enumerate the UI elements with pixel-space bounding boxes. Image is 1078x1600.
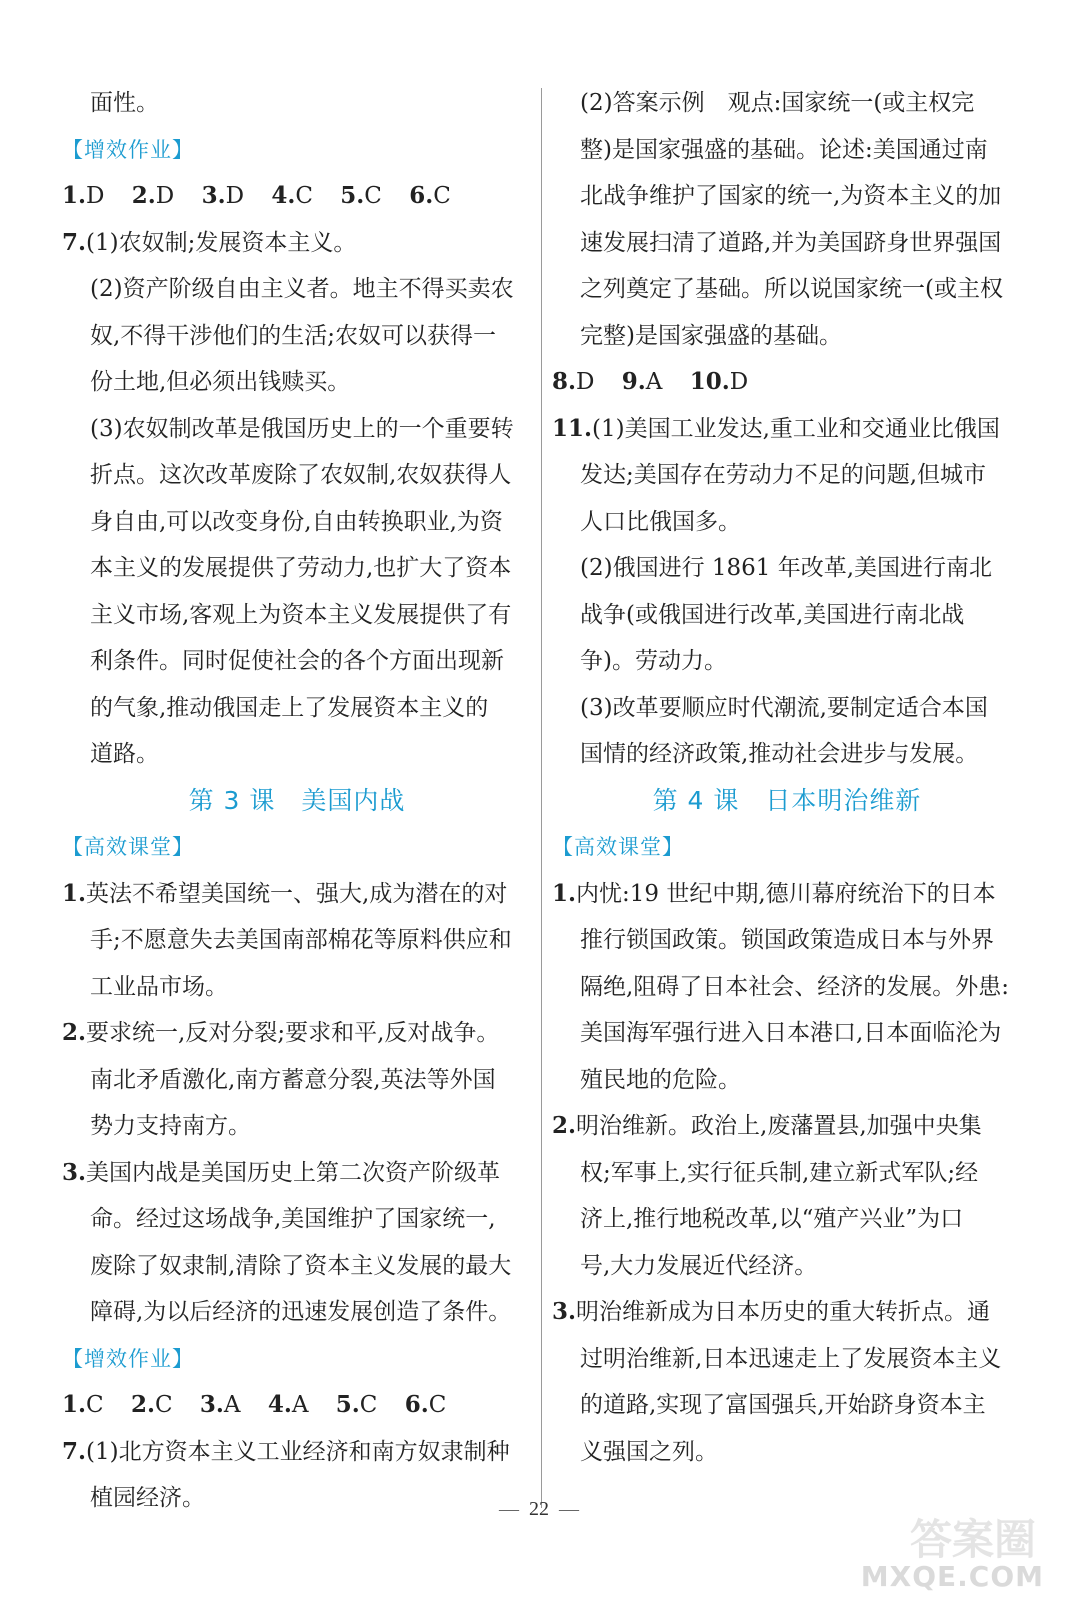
- answer-row: [552, 359, 1022, 406]
- question-line: [552, 871, 1022, 918]
- text-line: 废除了奴隶制,清除了资本主义发展的最大: [90, 1252, 512, 1279]
- answer-item: [622, 359, 663, 406]
- text-line: 道路。: [90, 741, 159, 767]
- text-line: 明治维新成为日本历史的重大转折点。通: [576, 1299, 991, 1325]
- answer-item: [62, 1382, 104, 1429]
- text-line: 争)。劳动力。: [580, 648, 727, 674]
- lesson-title-3: 第 3 课 美国内战: [188, 785, 406, 815]
- question-line: [62, 871, 532, 918]
- text-line: 战争(或俄国进行改革,美国进行南北战: [580, 601, 965, 628]
- text-line: 利条件。同时促使社会的各个方面出现新: [90, 648, 504, 674]
- question-number: 1.: [552, 879, 577, 907]
- watermark-logo: [860, 1505, 1058, 1595]
- answer-value: C: [359, 1392, 378, 1418]
- answer-value: C: [428, 1392, 447, 1418]
- text-line: 人口比俄国多。: [580, 508, 741, 535]
- answer-value: C: [86, 1392, 104, 1418]
- answer-item: [271, 173, 313, 220]
- answer-item: [409, 173, 451, 220]
- watermark-site-text: MXQE.COM: [860, 1560, 1044, 1593]
- answer-number: 3.: [199, 1391, 224, 1418]
- section-tag-label: 【高效课堂】: [62, 835, 194, 859]
- page-number: 22: [529, 1498, 549, 1520]
- section-tag-zengxiao: [62, 1336, 532, 1383]
- question-line: [552, 1289, 1022, 1336]
- text-line: 南北矛盾激化,南方蓄意分裂,英法等外国: [90, 1066, 496, 1093]
- answer-number: 2.: [131, 182, 156, 209]
- footer-dash-right: —: [559, 1498, 579, 1520]
- answer-value: A: [223, 1392, 241, 1418]
- text-line: 号,大力发展近代经济。: [580, 1252, 818, 1279]
- section-tag-zengxiao: [62, 127, 532, 174]
- answer-item: [200, 1382, 241, 1429]
- text-line: 势力支持南方。: [90, 1113, 251, 1139]
- answer-value: C: [154, 1392, 173, 1418]
- question-line: [552, 1103, 1022, 1150]
- text-line: 北战争维护了国家的统一,为资本主义的加: [580, 183, 1002, 209]
- text-line: 份土地,但必须出钱赎买。: [90, 369, 351, 395]
- text-line: 命。经过这场战争,美国维护了国家统一,: [90, 1206, 496, 1232]
- text-line: 工业品市场。: [90, 973, 228, 1000]
- question-number: 3.: [552, 1298, 577, 1325]
- text-line: 过明治维新,日本迅速走上了发展资本主义: [580, 1345, 1002, 1372]
- text-line: (3)农奴制改革是俄国历史上的一个重要转: [90, 415, 514, 442]
- answer-number: 9.: [621, 368, 646, 395]
- answer-number: 8.: [552, 368, 577, 395]
- answer-item: [552, 359, 594, 406]
- text-line: 主义市场,客观上为资本主义发展提供了有: [90, 601, 512, 628]
- answer-value: C: [364, 183, 382, 209]
- section-tag-label: 【增效作业】: [62, 1346, 194, 1371]
- text-line: 本主义的发展提供了劳动力,也扩大了资本: [90, 555, 512, 581]
- text-line: 发达;美国存在劳动力不足的问题,但城市: [580, 462, 987, 488]
- text-line: (2)答案示例 观点:国家统一(或主权完: [580, 90, 975, 116]
- question-number: 2.: [552, 1112, 577, 1139]
- text-line: 义强国之列。: [580, 1438, 718, 1465]
- text-line: (3)改革要顺应时代潮流,要制定适合本国: [580, 694, 988, 721]
- question-line: [62, 1150, 532, 1197]
- section-tag-label: 【高效课堂】: [552, 835, 684, 859]
- question-number: 7.: [62, 228, 87, 256]
- answer-number: 4.: [271, 182, 296, 209]
- text-line: 完整)是国家强盛的基础。: [580, 322, 842, 349]
- text-line: 之列奠定了基础。所以说国家统一(或主权: [580, 276, 1003, 302]
- answer-item: [690, 359, 748, 406]
- answer-value: D: [155, 183, 175, 209]
- text-line: 殖民地的危险。: [580, 1066, 741, 1093]
- question-7-line: [62, 220, 532, 267]
- lesson-title-4: 第 4 课 日本明治维新: [652, 785, 922, 815]
- text-line: 面性。: [90, 90, 159, 116]
- text-line: 明治维新。政治上,废藩置县,加强中央集: [576, 1113, 982, 1139]
- answer-value: D: [225, 183, 245, 209]
- section-tag-gaoxiao: [62, 824, 532, 871]
- left-column: [62, 80, 532, 1522]
- question-number: 3.: [62, 1158, 87, 1186]
- column-divider: [541, 88, 542, 1508]
- text-line: 障碍,为以后经济的迅速发展创造了条件。: [90, 1299, 512, 1325]
- text-line: 手;不愿意失去美国南部棉花等原料供应和: [90, 927, 512, 953]
- section-tag-label: 【增效作业】: [62, 137, 194, 162]
- answer-number: 5.: [340, 182, 365, 209]
- answer-item: [202, 173, 244, 220]
- answer-value: D: [576, 369, 595, 395]
- text-line: 权;军事上,实行征兵制,建立新式军队;经: [580, 1159, 979, 1186]
- text-line: 的道路,实现了富国强兵,开始跻身资本主: [580, 1392, 986, 1418]
- right-column: [552, 80, 1022, 1475]
- answer-number: 1.: [62, 1391, 87, 1418]
- text-line: 速发展扫清了道路,并为美国跻身世界强国: [580, 229, 1002, 256]
- answer-item: [340, 173, 382, 220]
- answer-item: [405, 1382, 447, 1429]
- text-line: (2)资产阶级自由主义者。地主不得买卖农: [90, 276, 514, 302]
- text-line: 植园经济。: [90, 1485, 205, 1511]
- answer-item: [336, 1382, 378, 1429]
- watermark-big-text: 答案圈: [909, 1515, 1036, 1564]
- question-line: [552, 406, 1022, 453]
- answer-value: D: [86, 183, 105, 209]
- question-number: 7.: [62, 1437, 87, 1465]
- question-number: 11.: [552, 414, 593, 442]
- answer-number: 2.: [130, 1391, 155, 1418]
- question-number: 2.: [62, 1019, 87, 1046]
- section-tag-gaoxiao: [552, 824, 1022, 871]
- footer-dash-left: —: [499, 1498, 519, 1520]
- text-line: 美国内战是美国历史上第二次资产阶级革: [86, 1159, 501, 1186]
- text-line: 要求统一,反对分裂;要求和平,反对战争。: [86, 1020, 500, 1046]
- text-line: 美国海军强行进入日本港口,日本面临沦为: [580, 1020, 1002, 1046]
- text-line: 的气象,推动俄国走上了发展资本主义的: [90, 694, 489, 721]
- text-line: 整)是国家强盛的基础。论述:美国通过南: [580, 136, 988, 163]
- answer-number: 10.: [689, 368, 730, 395]
- text-line: 济上,推行地税改革,以“殖产兴业”为口: [580, 1206, 964, 1232]
- answer-number: 6.: [404, 1391, 429, 1418]
- text-line: 身自由,可以改变身份,自由转换职业,为资: [90, 508, 503, 535]
- answer-value: D: [729, 369, 749, 395]
- answer-item: [62, 173, 104, 220]
- text-line: 内忧:19 世纪中期,德川幕府统治下的日本: [576, 880, 996, 907]
- text-line: 英法不希望美国统一、强大,成为潜在的对: [86, 880, 508, 907]
- answer-value: C: [433, 183, 451, 209]
- question-number: 1.: [62, 879, 87, 907]
- text-line: 折点。这次改革废除了农奴制,农奴获得人: [90, 462, 512, 488]
- answer-number: 5.: [335, 1391, 360, 1418]
- text-line: 国情的经济政策,推动社会进步与发展。: [580, 741, 979, 767]
- answer-row: [62, 1382, 532, 1429]
- answer-number: 1.: [62, 182, 87, 209]
- answer-item: [131, 1382, 173, 1429]
- text-line: 隔绝,阻碍了日本社会、经济的发展。外患:: [580, 973, 1010, 1000]
- answer-row: [62, 173, 532, 220]
- answer-value: A: [645, 369, 663, 395]
- answer-number: 4.: [267, 1391, 292, 1418]
- question-line: [62, 1010, 532, 1057]
- text-line: 奴,不得干涉他们的生活;农奴可以获得一: [90, 322, 497, 349]
- answer-number: 6.: [409, 182, 434, 209]
- answer-value: A: [291, 1392, 309, 1418]
- text-line: (1)北方资本主义工业经济和南方奴隶制种: [86, 1438, 510, 1465]
- text-line: (2)俄国进行 1861 年改革,美国进行南北: [580, 555, 993, 581]
- question-line: [62, 1429, 532, 1476]
- answer-item: [132, 173, 174, 220]
- answer-item: [268, 1382, 309, 1429]
- text-line: (1)农奴制;发展资本主义。: [86, 229, 357, 256]
- text-line: (1)美国工业发达,重工业和交通业比俄国: [592, 415, 1000, 442]
- text-line: 推行锁国政策。锁国政策造成日本与外界: [580, 927, 994, 953]
- answer-value: C: [295, 183, 313, 209]
- answer-number: 3.: [201, 182, 226, 209]
